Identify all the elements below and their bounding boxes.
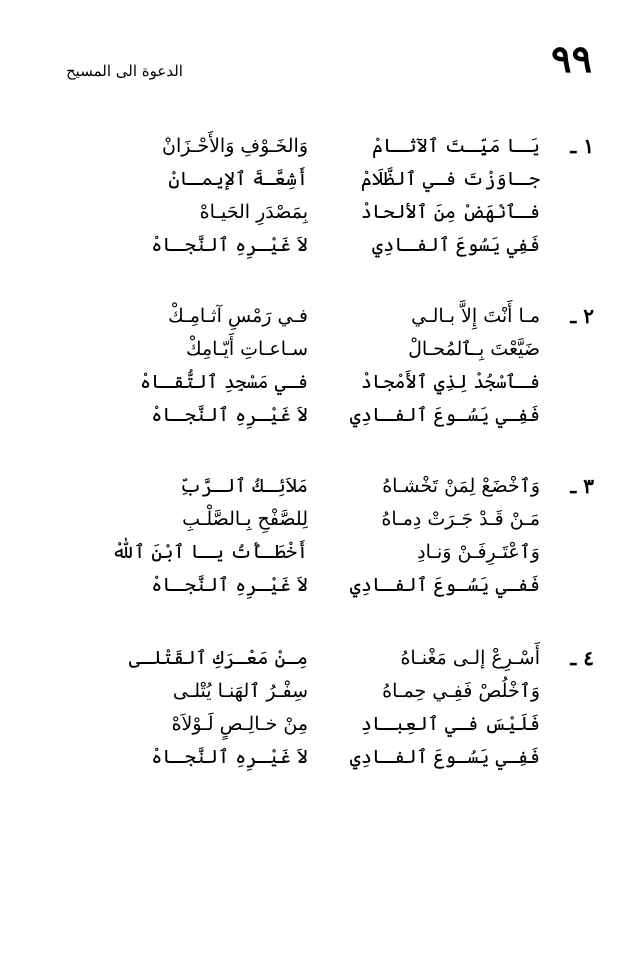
stanza-number: ١ ـ (570, 134, 594, 158)
verse-right-hemistich: وَٱخْلُصْ فَفِـي حِمـاهُ (382, 680, 540, 702)
refrain-left-hemistich: لاَ غَيْـرِهِ ٱلنَّجـاهْ (151, 574, 308, 596)
verse-left-hemistich: فـي رَمْسِ آثـامِـكْ (168, 305, 308, 327)
verse-left-hemistich: لِلصَّفْحِ بِـالصَّلْـبِ (182, 508, 308, 530)
refrain-right-hemistich: فَفِـي يَسُـوعَ ٱلفـادِي (349, 404, 540, 426)
verse-left-hemistich: مِنْ خـالِـصٍ لَـوْلاَهْ (171, 713, 308, 735)
refrain-left-hemistich: لاَ غَيْـرِهِ ٱلنَّجـاهْ (151, 746, 308, 768)
refrain-right-hemistich: فَفـي يَسُـوعَ ٱلفـادِي (349, 574, 540, 596)
verse-left-hemistich: وَالخَـوْفِ وَالأَحْـزَانْ (162, 135, 308, 157)
page-number: ٩٩ (551, 36, 592, 81)
verse-right-hemistich: فـٱسْجُدْ لِذِي ٱلأَمْجادْ (360, 371, 540, 393)
stanza-2 (0, 300, 640, 432)
verse-right-hemistich: ضَيَّعْتَ بِـٱلمُحـالْ (408, 338, 540, 360)
stanza-1 (0, 130, 640, 262)
running-title: الدعوة الى المسيح (66, 62, 183, 80)
verse-right-hemistich: جـاوَزْتَ فـي ٱلظَّلَامْ (360, 168, 540, 190)
refrain-right-hemistich: فَفِي يَسُوعَ ٱلفـادِي (372, 234, 540, 256)
refrain-left-hemistich: لاَ غَيْـرِهِ ٱلنَّجـاهْ (151, 404, 308, 426)
stanza-number: ٣ ـ (570, 474, 594, 498)
verse-left-hemistich: أَشِعَّـةَ ٱلإيمـانْ (168, 168, 308, 190)
refrain-right-hemistich: فَفِـي يَسُـوعَ ٱلفـادِي (349, 746, 540, 768)
verse-right-hemistich: يَـا مَيِّـتَ ٱلآثـامْ (372, 135, 540, 157)
verse-left-hemistich: بِمَصْدَرِ الحَيـاهْ (199, 201, 308, 223)
verse-right-hemistich: فـٱنْهَضْ مِنَ ٱلألحادْ (360, 201, 540, 223)
verse-left-hemistich: فـي مَسْجِدِ ٱلتُّقـاهْ (140, 371, 308, 393)
verse-right-hemistich: وَٱعْتَـرِفَـنْ وَنـادِ (417, 541, 540, 563)
verse-left-hemistich: سـاعـاتِ أَيّـامِكْ (185, 338, 308, 360)
stanza-3 (0, 470, 640, 602)
verse-right-hemistich: مـا أَنْتَ إِلاَّ بـالـي (411, 305, 540, 327)
stanza-number: ٤ ـ (570, 646, 594, 670)
verse-right-hemistich: وَٱخْضَعْ لِمَنْ تَخْشـاهُ (382, 475, 540, 497)
verse-left-hemistich: مَلاَئِـكُ ٱلـرَّبِّ (179, 475, 308, 497)
stanza-number: ٢ ـ (570, 304, 594, 328)
verse-left-hemistich: مِـنْ مَعْـرَكِ ٱلقَتْلـى (128, 647, 308, 669)
verse-left-hemistich: سِفْـرُ ٱلهَنـا يُتْلـى (172, 680, 308, 702)
verse-right-hemistich: أَسْـرِعْ إلـى مَغْنـاهُ (400, 647, 540, 669)
stanza-4 (0, 642, 640, 774)
refrain-left-hemistich: لاَ غَيْـرِهِ ٱلنَّجـاهْ (151, 234, 308, 256)
verse-right-hemistich: فَلَيْسَ فـي ٱلعِبـادِ (360, 713, 540, 735)
verse-left-hemistich: أَخْطَـأْتُ يـا ٱبْنَ ٱللّٰهْ (111, 541, 308, 563)
verse-right-hemistich: مَـنْ قَـدْ جَـرَتْ دِمـاهُ (381, 508, 540, 530)
